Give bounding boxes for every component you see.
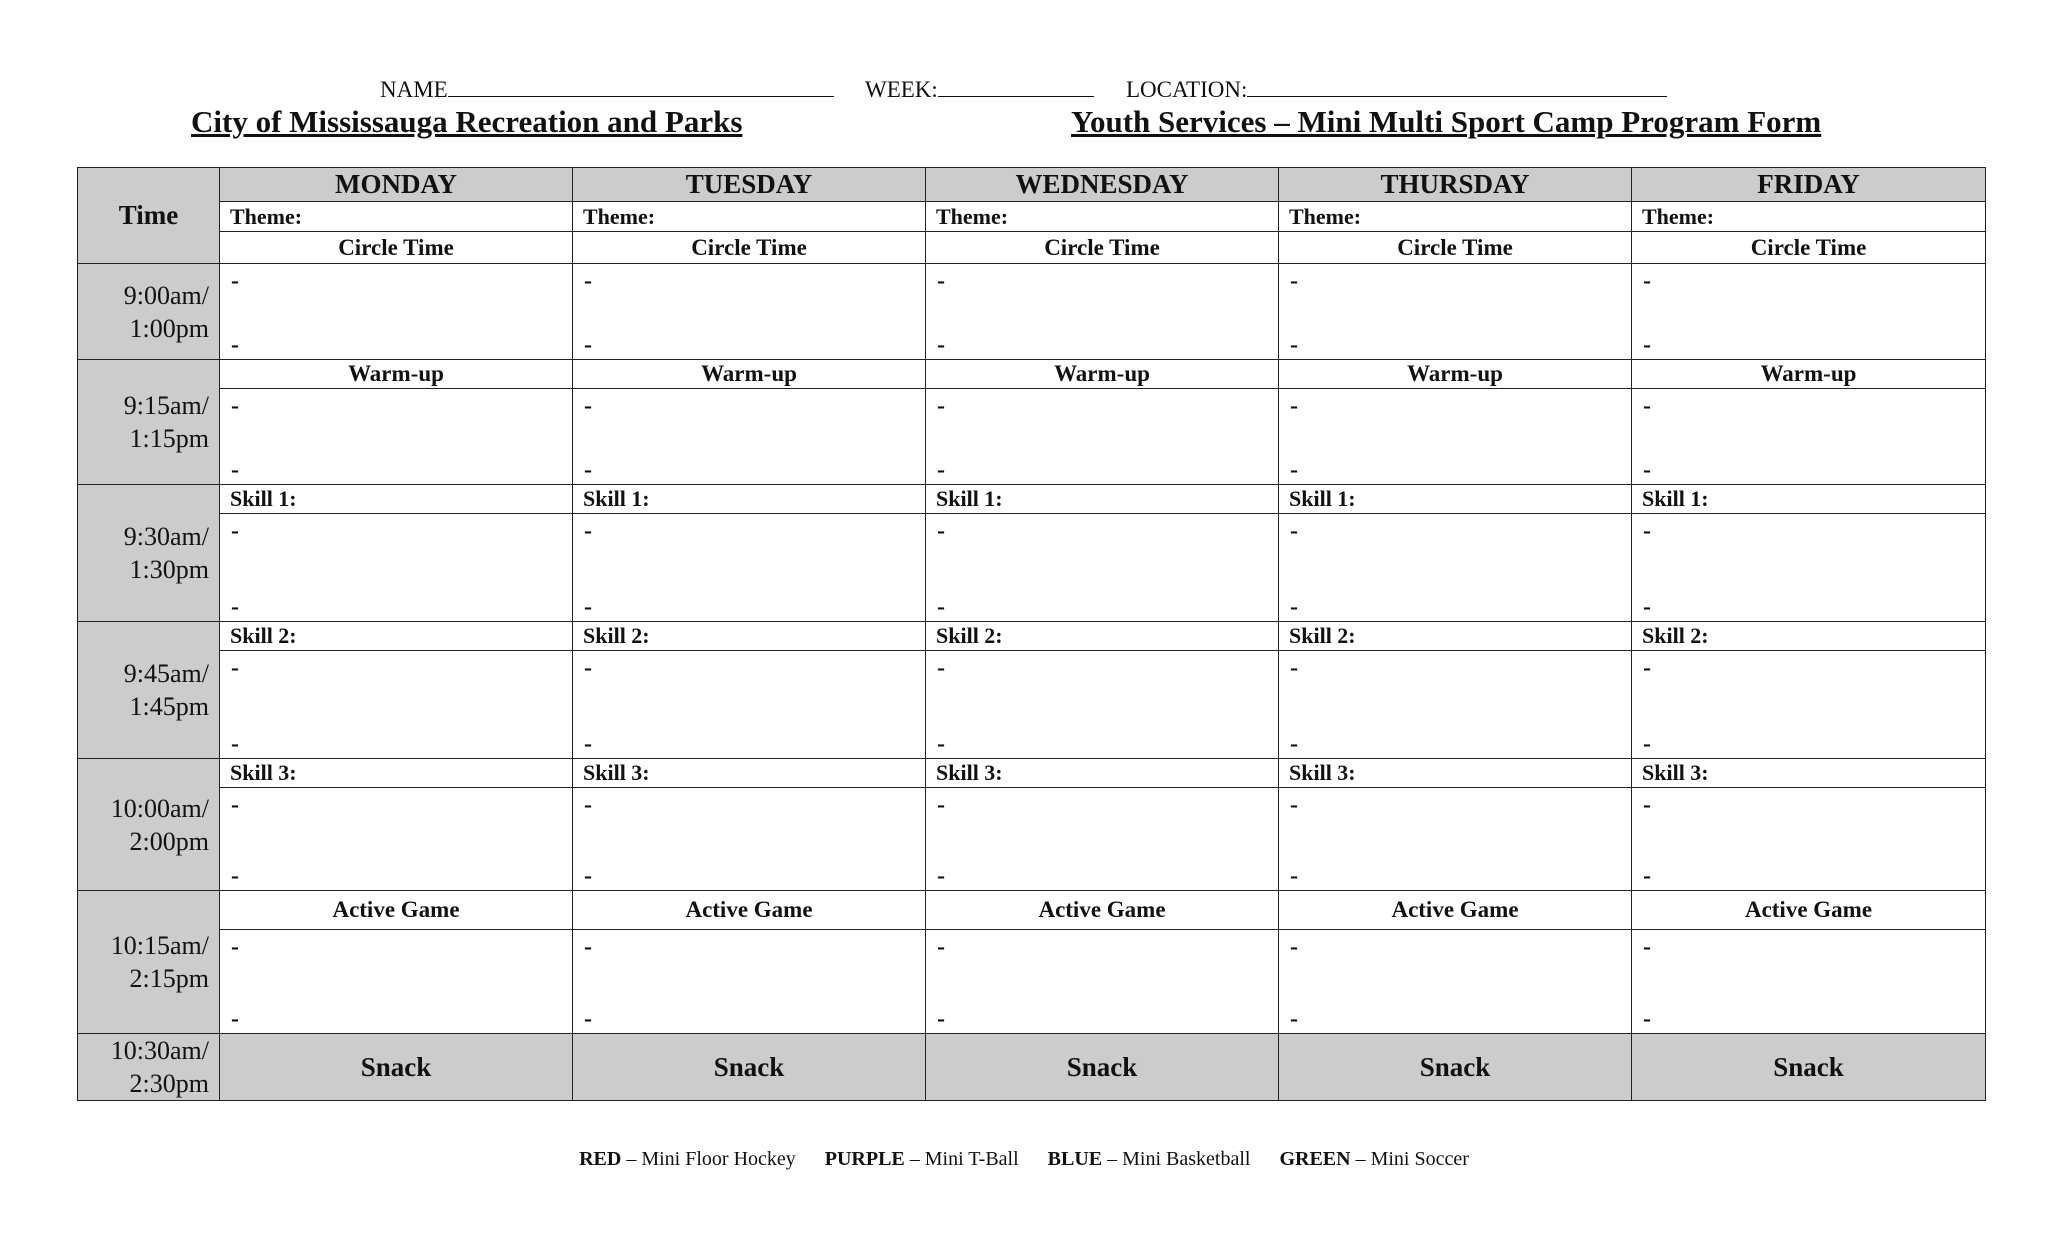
skill2-row <box>78 622 1986 651</box>
entry-cell[interactable]: - - <box>220 514 573 622</box>
legend-item-purple: PURPLE – Mini T-Ball <box>824 1148 1019 1170</box>
snack-cell: Snack <box>573 1034 926 1101</box>
location-blank[interactable] <box>1247 74 1667 97</box>
entry-cell[interactable]: - - <box>220 930 573 1034</box>
entry-cell[interactable]: - - <box>1279 264 1632 360</box>
skill3-label: Skill 3: <box>220 759 573 788</box>
entry-cell[interactable]: - - <box>573 264 926 360</box>
warm-up-entries-row <box>78 389 1986 485</box>
entry-cell[interactable]: - - <box>1279 930 1632 1034</box>
entry-cell[interactable]: - - <box>1279 651 1632 759</box>
entry-cell[interactable]: - - <box>1632 264 1986 360</box>
skill2-label: Skill 2: <box>1279 622 1632 651</box>
theme-field[interactable]: Theme: <box>1279 202 1632 232</box>
schedule-table <box>77 167 1986 1101</box>
theme-field[interactable]: Theme: <box>573 202 926 232</box>
time-slot-9-00: 9:00am/ 1:00pm <box>78 264 220 360</box>
time-slot-9-30: 9:30am/ 1:30pm <box>78 485 220 622</box>
entry-cell[interactable]: - - <box>1632 651 1986 759</box>
entry-cell[interactable]: - - <box>1632 930 1986 1034</box>
entry-cell[interactable]: - - <box>1632 788 1986 891</box>
entry-cell[interactable]: - - <box>926 930 1279 1034</box>
active-game-label: Active Game <box>220 891 573 930</box>
skill3-label: Skill 3: <box>1632 759 1986 788</box>
active-game-entries-row <box>78 930 1986 1034</box>
block-row-9-00 <box>78 264 1986 360</box>
warm-up-label: Warm-up <box>1632 360 1986 389</box>
name-label: NAME <box>380 77 448 102</box>
entry-cell[interactable]: - - <box>573 514 926 622</box>
entry-cell[interactable]: - - <box>573 788 926 891</box>
entry-cell[interactable]: - - <box>573 651 926 759</box>
snack-row <box>78 1034 1986 1101</box>
time-slot-9-15: 9:15am/ 1:15pm <box>78 360 220 485</box>
days-header-row <box>78 168 1986 202</box>
active-game-label: Active Game <box>926 891 1279 930</box>
location-label: LOCATION: <box>1126 77 1248 102</box>
snack-cell: Snack <box>1279 1034 1632 1101</box>
entry-cell[interactable]: - - <box>926 389 1279 485</box>
active-game-label: Active Game <box>573 891 926 930</box>
time-slot-9-45: 9:45am/ 1:45pm <box>78 622 220 759</box>
warm-up-row <box>78 360 1986 389</box>
skill1-entries-row <box>78 514 1986 622</box>
entry-cell[interactable]: - - <box>220 264 573 360</box>
skill2-label: Skill 2: <box>1632 622 1986 651</box>
skill1-label: Skill 1: <box>926 485 1279 514</box>
name-blank[interactable] <box>448 74 834 97</box>
skill1-label: Skill 1: <box>1279 485 1632 514</box>
time-slot-10-15: 10:15am/ 2:15pm <box>78 891 220 1034</box>
entry-cell[interactable]: - - <box>1279 389 1632 485</box>
form-header-fields <box>0 74 2048 104</box>
legend-item-red: RED – Mini Floor Hockey <box>579 1148 796 1170</box>
entry-cell[interactable]: - - <box>1632 389 1986 485</box>
week-field[interactable] <box>865 74 1094 103</box>
week-blank[interactable] <box>938 74 1094 97</box>
entry-cell[interactable]: - - <box>926 788 1279 891</box>
entry-cell[interactable]: - - <box>1632 514 1986 622</box>
skill1-label: Skill 1: <box>220 485 573 514</box>
skill1-label: Skill 1: <box>573 485 926 514</box>
time-column-header: Time <box>78 168 220 264</box>
skill3-entries-row <box>78 788 1986 891</box>
form-title: Youth Services – Mini Multi Sport Camp Program Form <box>1071 104 1822 139</box>
theme-field[interactable]: Theme: <box>220 202 573 232</box>
circle-time-label: Circle Time <box>926 232 1279 264</box>
legend-item-green: GREEN – Mini Soccer <box>1279 1148 1469 1170</box>
entry-cell[interactable]: - - <box>926 514 1279 622</box>
skill2-label: Skill 2: <box>220 622 573 651</box>
snack-cell: Snack <box>1632 1034 1986 1101</box>
circle-time-label: Circle Time <box>573 232 926 264</box>
time-slot-10-30: 10:30am/ 2:30pm <box>78 1034 220 1101</box>
circle-time-label: Circle Time <box>220 232 573 264</box>
skill1-label: Skill 1: <box>1632 485 1986 514</box>
day-header-thursday: THURSDAY <box>1279 168 1632 202</box>
day-header-wednesday: WEDNESDAY <box>926 168 1279 202</box>
entry-cell[interactable]: - - <box>573 389 926 485</box>
name-field[interactable] <box>380 74 834 103</box>
skill3-row <box>78 759 1986 788</box>
legend-item-blue: BLUE – Mini Basketball <box>1047 1148 1251 1170</box>
skill3-label: Skill 3: <box>573 759 926 788</box>
circle-time-row <box>78 232 1986 264</box>
org-title: City of Mississauga Recreation and Parks <box>191 104 743 139</box>
entry-cell[interactable]: - - <box>1279 514 1632 622</box>
skill2-label: Skill 2: <box>573 622 926 651</box>
circle-time-label: Circle Time <box>1632 232 1986 264</box>
entry-cell[interactable]: - - <box>220 788 573 891</box>
active-game-label: Active Game <box>1279 891 1632 930</box>
day-header-friday: FRIDAY <box>1632 168 1986 202</box>
theme-field[interactable]: Theme: <box>926 202 1279 232</box>
snack-cell: Snack <box>220 1034 573 1101</box>
entry-cell[interactable]: - - <box>926 264 1279 360</box>
week-label: WEEK: <box>865 77 938 102</box>
circle-time-label: Circle Time <box>1279 232 1632 264</box>
day-header-tuesday: TUESDAY <box>573 168 926 202</box>
time-slot-10-00: 10:00am/ 2:00pm <box>78 759 220 891</box>
skill1-row <box>78 485 1986 514</box>
warm-up-label: Warm-up <box>573 360 926 389</box>
warm-up-label: Warm-up <box>926 360 1279 389</box>
entry-cell[interactable]: - - <box>1279 788 1632 891</box>
skill3-label: Skill 3: <box>926 759 1279 788</box>
skill2-entries-row <box>78 651 1986 759</box>
entry-cell[interactable]: - - <box>926 651 1279 759</box>
skill2-label: Skill 2: <box>926 622 1279 651</box>
active-game-label: Active Game <box>1632 891 1986 930</box>
theme-row <box>78 202 1986 232</box>
entry-cell[interactable]: - - <box>220 651 573 759</box>
entry-cell[interactable]: - - <box>573 930 926 1034</box>
active-game-row <box>78 891 1986 930</box>
color-legend <box>0 1148 2048 1171</box>
location-field[interactable] <box>1126 74 1667 103</box>
entry-cell[interactable]: - - <box>220 389 573 485</box>
theme-field[interactable]: Theme: <box>1632 202 1986 232</box>
warm-up-label: Warm-up <box>1279 360 1632 389</box>
skill3-label: Skill 3: <box>1279 759 1632 788</box>
warm-up-label: Warm-up <box>220 360 573 389</box>
day-header-monday: MONDAY <box>220 168 573 202</box>
snack-cell: Snack <box>926 1034 1279 1101</box>
